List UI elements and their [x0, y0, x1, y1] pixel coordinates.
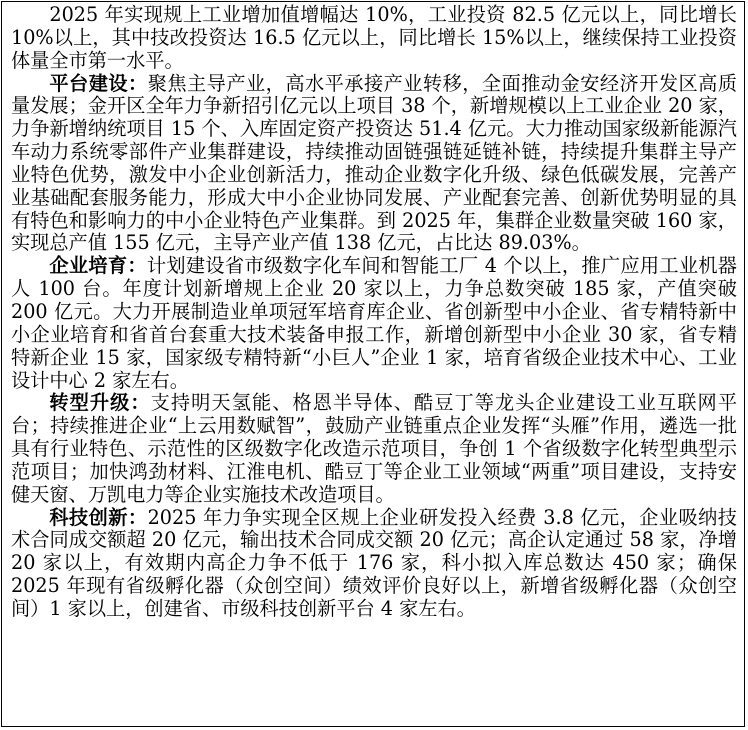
paragraph-text: 支持明天氢能、格恩半导体、酷豆丁等龙头企业建设工业互联网平台；持续推进企业“上云用数赋智”，鼓励产业链重点企业发挥“头雁”作用，遴选一批具有行业特色、示范性的区级数字化改造示范项目，争创 1 个省级数字化转型典型示范项目；加快鸿劲材料、江淮电机、酷豆丁等企业工业领域“两重”项目建设，支持安健天窗、万凯电力等企业实施技术改造项目。	[11, 391, 738, 506]
paragraph-heading: 科技创新：	[49, 505, 148, 529]
paragraph-transformation-upgrade	[11, 392, 737, 506]
document-body	[11, 4, 737, 621]
paragraph-heading: 平台建设：	[49, 71, 148, 95]
paragraph-text: 2025 年力争实现全区规上企业研发投入经费 3.8 亿元，企业吸纳技术合同成交额超 20 亿元，输出技术合同成交额 20 亿元；高企认定通过 58 家，净增 20 家以上，有效期内高企力争不低于 176 家，科小拟入库总数达 450 家；确保 2025 年现有省级孵化器（众创空间）绩效评价良好以上，新增省级孵化器（众创空间）1 家以上，创建省、市级科技创新平台 4 家左右。	[11, 505, 737, 620]
paragraph-platform-construction	[11, 73, 737, 256]
paragraph-text: 聚焦主导产业，高水平承接产业转移，全面推动金安经济开发区高质量发展；金开区全年力争新招引亿元以上项目 38 个，新增规模以上工业企业 20 家，力争新增纳统项目 15 个、入库固定资产投资达 51.4 亿元。大力推动国家级新能源汽车动力系统零部件产业集群建设，持续推动固链强链延链补链，持续提升集群主导产业特色优势，激发中小企业创新活力，推动企业数字化升级、绿色低碳发展，完善产业基础配套服务能力，形成大中小企业协同发展、产业配套完善、创新优势明显的具有特色和影响力的中小企业特色产业集群。到 2025 年，集群企业数量突破 160 家，实现总产值 155 亿元，主导产业产值 138 亿元，占比达 89.03%。	[11, 71, 738, 255]
paragraph-enterprise-cultivation	[11, 255, 737, 392]
paragraph-text: 计划建设省市级数字化车间和智能工厂 4 个以上，推广应用工业机器人 100 台。年度计划新增规上企业 20 家以上，力争总数突破 185 家，产值突破 200 亿元。大力开展制造业单项冠军培育库企业、省创新型中小企业、省专精特新中小企业培育和省首台套重大技术装备申报工作，新增创新型中小企业 30 家，省专精特新企业 15 家，国家级专精特新“小巨人”企业 1 家，培育省级企业技术中心、工业设计中心 2 家左右。	[11, 254, 737, 392]
paragraph-tech-innovation	[11, 507, 737, 621]
paragraph-heading: 企业培育：	[49, 254, 147, 278]
paragraph-heading: 转型升级：	[49, 391, 151, 415]
paragraph-text: 2025 年实现规上工业增加值增幅达 10%，工业投资 82.5 亿元以上，同比增长 10%以上，其中技改投资达 16.5 亿元以上，同比增长 15%以上，继续保持工业投资体量全市第一水平。	[11, 3, 737, 72]
paragraph-targets	[11, 4, 737, 73]
